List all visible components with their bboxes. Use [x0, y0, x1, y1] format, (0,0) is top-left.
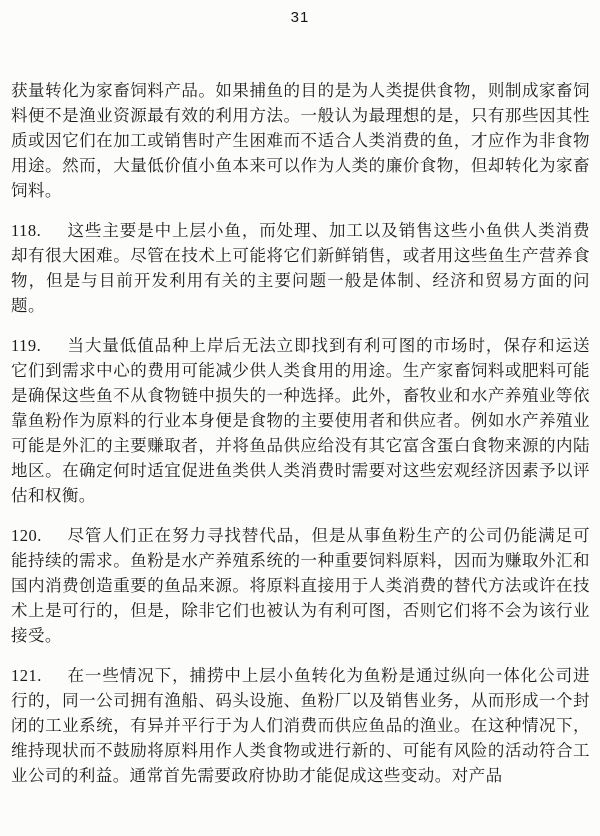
paragraph	[11, 218, 590, 318]
paragraph-number: 121.	[11, 666, 42, 685]
paragraph-text: 尽管人们正在努力寻找替代品，但是从事鱼粉生产的公司仍能满足可能持续的需求。鱼粉是水产养殖系统的一种重要饲料原料，因而为赚取外汇和国内消费创造重要的鱼品来源。将原料直接用于人类消费的替代方法或许在技术上是可行的，但是，除非它们也被认为有利可图，否则它们将不会为该行业接受。	[11, 526, 590, 645]
paragraph	[11, 663, 590, 788]
paragraph	[11, 78, 590, 203]
paragraph	[11, 523, 590, 648]
paragraph-text: 在一些情况下，捕捞中上层小鱼转化为鱼粉是通过纵向一体化公司进行的，同一公司拥有渔船、码头设施、鱼粉厂以及销售业务，从而形成一个封闭的工业系统，有异并平行于为人们消费而供应鱼品的渔业。在这种情况下，维持现状而不鼓励将原料用作人类食物或进行新的、可能有风险的活动符合工业公司的利益。通常首先需要政府协助才能促成这些变动。对产品	[11, 666, 590, 785]
paragraph-number: 120.	[11, 526, 42, 545]
paragraph-number: 118.	[11, 221, 42, 240]
page-number: 31	[290, 9, 310, 26]
paragraph-text: 当大量低值品种上岸后无法立即找到有利可图的市场时，保存和运送它们到需求中心的费用可能减少供人类食用的用途。生产家畜饲料或肥料可能是确保这些鱼不从食物链中损失的一种选择。此外，畜牧业和水产养殖业等依靠鱼粉作为原料的行业本身便是食物的主要使用者和供应者。例如水产养殖业可能是外汇的主要赚取者，并将鱼品供应给没有其它富含蛋白食物来源的内陆地区。在确定何时适宜促进鱼类供人类消费时需要对这些宏观经济因素予以评估和权衡。	[11, 336, 590, 505]
page-content	[11, 78, 590, 788]
paragraph-text: 获量转化为家畜饲料产品。如果捕鱼的目的是为人类提供食物，则制成家畜饲料便不是渔业资源最有效的利用方法。一般认为最理想的是，只有那些因其性质或因它们在加工或销售时产生困难而不适合人类消费的鱼，才应作为非食物用途。然而，大量低价值小鱼本来可以作为人类的廉价食物，但却转化为家畜饲料。	[11, 81, 590, 200]
paragraph	[11, 333, 590, 508]
paragraph-number: 119.	[11, 336, 42, 355]
paragraph-text: 这些主要是中上层小鱼，而处理、加工以及销售这些小鱼供人类消费却有很大困难。尽管在技术上可能将它们新鲜销售，或者用这些鱼生产营养食物，但是与目前开发利用有关的主要问题一般是体制、经济和贸易方面的问题。	[11, 221, 590, 315]
